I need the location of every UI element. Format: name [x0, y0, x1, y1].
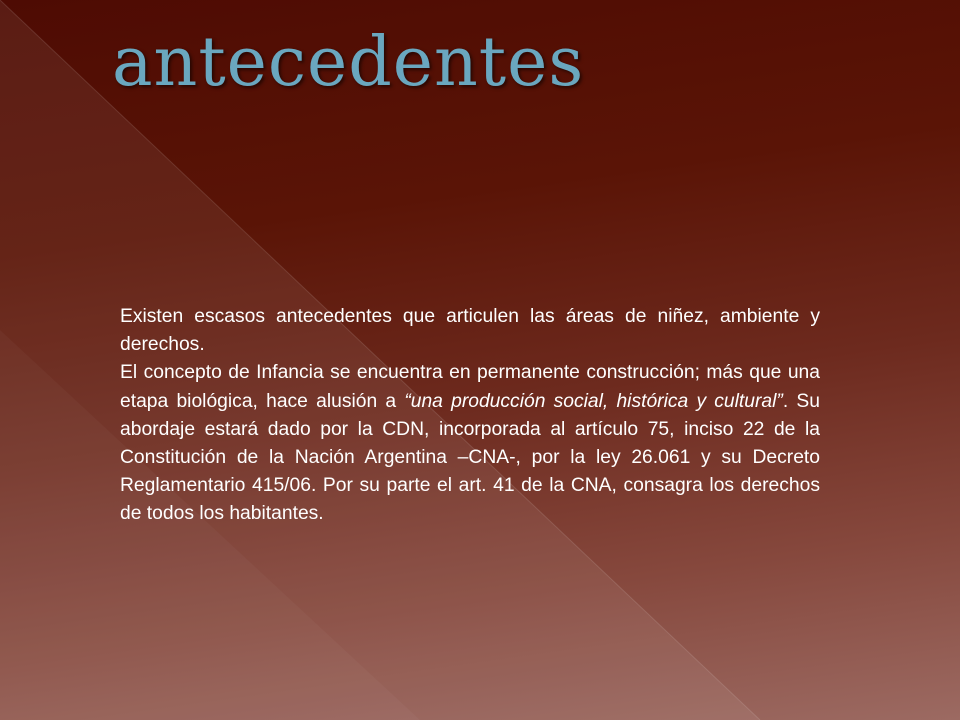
paragraph-concept [120, 359, 820, 528]
quote-text: “una producción social, histórica y cultural” [404, 390, 783, 412]
paragraph-concept-end: . Su abordaje estará dado por la CDN, incorporada al artículo 75, inciso 22 de la Constitución de la Nación Argentina –CNA-, por la ley 26.061 y su Decreto Reglamentario 415/06. Por su parte el art. 41 de la CNA, consagra los derechos de todos los habitantes. [120, 390, 820, 525]
slide-title: antecedentes [112, 23, 585, 102]
slide-body [120, 303, 820, 529]
paragraph-concept-start: El concepto de Infancia se encuentra en permanente construcción; más que una etapa biológica, hace alusión a [120, 362, 820, 412]
paragraph-intro: Existen escasos antecedentes que articulen las áreas de niñez, ambiente y derechos. [120, 306, 820, 356]
